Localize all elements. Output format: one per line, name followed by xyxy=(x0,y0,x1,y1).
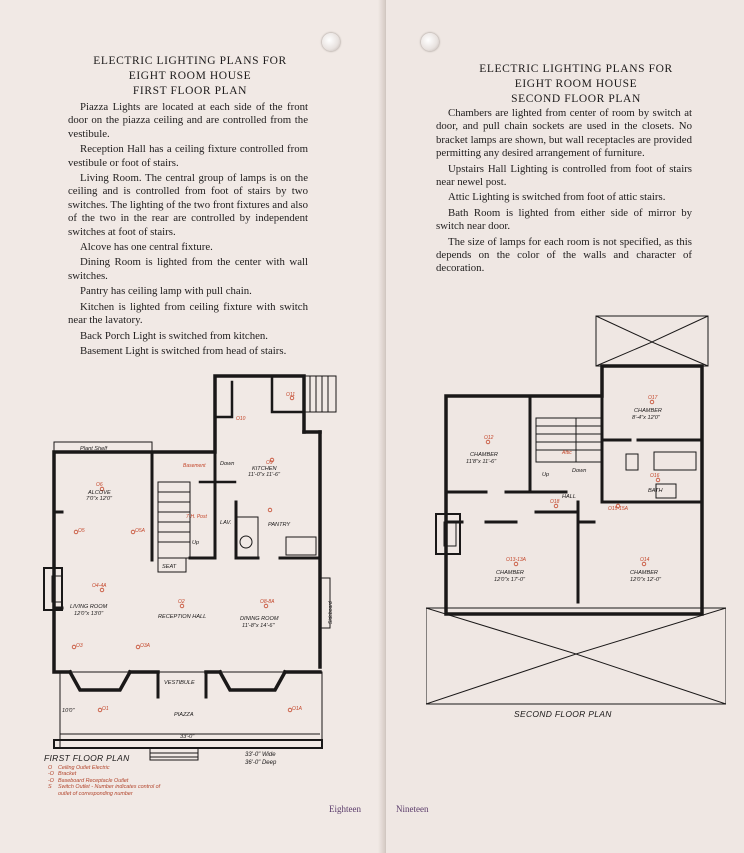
outlet-label: O10 xyxy=(236,416,246,422)
room-chamber-sw-dim: 12'0"x 17'-0" xyxy=(494,577,525,583)
body-text xyxy=(68,101,308,360)
outlet-label: O5A xyxy=(135,528,146,534)
paragraph: The size of lamps for each room is not specified, as this depends on the color of the walls and character of decoration. xyxy=(436,235,692,275)
plant-shelf-label: Plant Shelf xyxy=(80,446,108,452)
attic-label: Attic xyxy=(562,450,572,456)
outlet-label: O12 xyxy=(484,435,494,441)
paragraph: Pantry has ceiling lamp with pull chain. xyxy=(80,285,252,298)
heading-line: ELECTRIC LIGHTING PLANS FOR xyxy=(479,63,673,75)
outlet-label: O1A xyxy=(292,706,303,712)
paragraph: Chambers are lighted from center of room by switch at door, and pull chain sockets are used in the closets. No bracket lamps are shown, but wall receptacles are provided permitting any desired arrangement of furniture. xyxy=(436,107,692,160)
room-chamber-se: CHAMBER xyxy=(630,570,658,576)
room-living: LIVING ROOM xyxy=(70,604,108,610)
page-number: Nineteen xyxy=(396,804,429,814)
room-kitchen-dim: 11'-0"x 11'-6" xyxy=(248,472,281,478)
paragraph: Upstairs Hall Lighting is controlled from foot of stairs near newel post. xyxy=(436,162,692,189)
heading-line: EIGHT ROOM HOUSE xyxy=(128,70,252,82)
room-chamber-nw-dim: 11'8"x 11'-6" xyxy=(466,459,497,465)
room-hall: HALL xyxy=(562,494,576,500)
down-label: Down xyxy=(220,461,235,467)
room-piazza: PIAZZA xyxy=(174,712,194,718)
room-dining: DINING ROOM xyxy=(240,616,279,622)
second-floor-plan xyxy=(426,312,726,712)
paragraph: Basement Light is switched from head of stairs. xyxy=(80,344,287,357)
hk-post-label: 7-H. Post xyxy=(186,514,207,520)
up-label: Up xyxy=(542,472,550,478)
outlet-label: O14 xyxy=(640,557,650,563)
paragraph: Kitchen is lighted from ceiling fixture with switch near the lavatory. xyxy=(68,300,308,327)
overall-dimensions xyxy=(245,752,276,767)
room-alcove: ALCOVE xyxy=(88,490,111,496)
basement-label: Basement xyxy=(183,463,206,469)
paragraph: Living Room. The central group of lamps is on the ceiling and is controlled from foot of stairs by two switches. The lighting of the two front fixtures and also of the two in the rear are controlled by independent switches at foot of stairs. xyxy=(68,172,308,238)
paragraph: Bath Room is lighted from either side of mirror by switch near door. xyxy=(436,206,692,233)
paragraph: Attic Lighting is switched from foot of attic stairs. xyxy=(448,191,666,204)
room-chamber-ne-dim: 8'-4"x 12'0" xyxy=(632,415,660,421)
room-kitchen: KITCHEN xyxy=(252,466,277,472)
binding-hole xyxy=(421,33,439,51)
piazza-depth-dim: 10'0" xyxy=(62,708,75,714)
room-living-dim: 12'0"x 13'0" xyxy=(74,611,104,617)
page-heading xyxy=(436,62,716,107)
heading-line: FIRST FLOOR PLAN xyxy=(132,85,248,97)
legend-item: outlet of corresponding number xyxy=(58,790,133,797)
room-reception: RECEPTION HALL xyxy=(158,614,207,620)
outlet-label: O2 xyxy=(178,599,185,605)
outlet-label: O9 xyxy=(266,460,273,466)
sideboard-label: Sideboard xyxy=(328,601,334,624)
body-text xyxy=(436,107,692,278)
binding-hole xyxy=(322,33,340,51)
room-alcove-dim: 7'0"x 12'0" xyxy=(86,496,113,502)
paragraph: Piazza Lights are located at each side of the front door on the piazza ceiling and are controlled from the vestibule. xyxy=(68,101,308,140)
paragraph: Dining Room is lighted from the center with wall switches. xyxy=(68,256,308,282)
seat-label: SEAT xyxy=(162,564,177,570)
outlet-label: O18 xyxy=(550,499,560,505)
down-label: Down xyxy=(572,468,587,474)
up-label: Up xyxy=(192,540,200,546)
heading-line: EIGHT ROOM HOUSE xyxy=(514,78,638,90)
outlet-label: O3 xyxy=(76,643,83,649)
plan-title: FIRST FLOOR PLAN xyxy=(44,753,130,763)
room-chamber-sw: CHAMBER xyxy=(496,570,524,576)
outlet-label: O16 xyxy=(650,473,660,479)
legend-item: -O Bracket xyxy=(48,771,77,778)
legend-item: -O Baseboard Receptacle Outlet xyxy=(48,777,129,784)
room-chamber-ne: CHAMBER xyxy=(634,408,662,414)
heading-line: ELECTRIC LIGHTING PLANS FOR xyxy=(93,55,287,67)
outlet-label: O4-4A xyxy=(92,583,107,589)
overall-width: 33'-0" Wide xyxy=(245,752,276,758)
outlet-label: O1 xyxy=(102,706,109,712)
legend-item: O Ceiling Outlet Electric xyxy=(48,765,110,771)
outlet-label: O17 xyxy=(648,395,658,401)
room-dining-dim: 11'-8"x 14'-6" xyxy=(242,623,275,629)
room-vestibule: VESTIBULE xyxy=(164,680,195,686)
first-floor-plan xyxy=(40,372,340,762)
plan-legend xyxy=(48,765,160,797)
plan-title: SECOND FLOOR PLAN xyxy=(514,709,612,719)
legend-item: S Switch Outlet - Number indicates control of xyxy=(48,784,161,791)
room-chamber-se-dim: 12'0"x 12'-0" xyxy=(630,577,661,583)
room-bath: BATH xyxy=(648,488,663,494)
overall-depth: 36'-0" Deep xyxy=(245,759,277,766)
paragraph: Alcove has one central fixture. xyxy=(80,241,213,254)
room-chamber-nw: CHAMBER xyxy=(470,452,498,458)
outlet-label: O13-13A xyxy=(506,557,527,563)
outlet-label: O6 xyxy=(96,482,103,488)
outlet-label: O15-15A xyxy=(608,506,629,512)
outlet-label: O8-8A xyxy=(260,599,275,605)
page-nineteen xyxy=(386,0,744,853)
outlet-label: O3A xyxy=(140,643,151,649)
outlet-label: O11 xyxy=(286,392,296,398)
heading-line: SECOND FLOOR PLAN xyxy=(511,93,641,105)
outlet-label: O5 xyxy=(78,528,85,534)
page-heading xyxy=(50,54,330,99)
paragraph: Reception Hall has a ceiling fixture controlled from vestibule or foot of stairs. xyxy=(68,143,308,169)
page-number: Eighteen xyxy=(329,804,361,814)
room-pantry: PANTRY xyxy=(268,522,291,528)
paragraph: Back Porch Light is switched from kitchen. xyxy=(80,329,269,342)
piazza-width-dim: 33'-0" xyxy=(180,734,195,740)
lav-label: LAV. xyxy=(220,520,232,526)
